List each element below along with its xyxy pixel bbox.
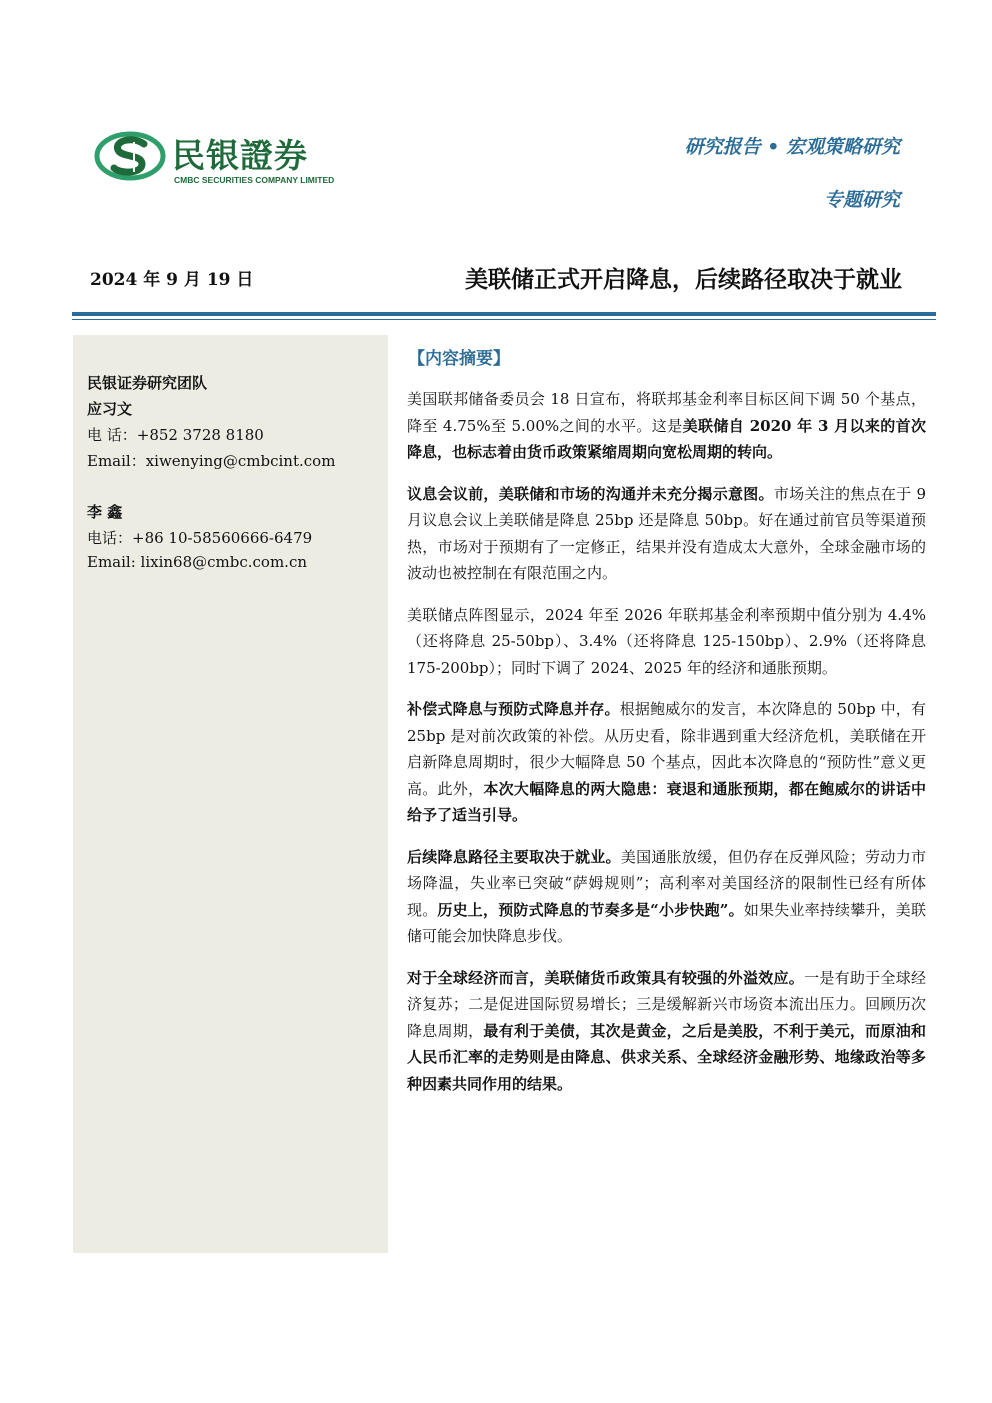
logo-chinese-name: 民银證券: [172, 136, 308, 175]
abstract-paragraph: [407, 844, 926, 950]
emphasis-text: 本次大幅降息的两大隐患：衰退和通胀预期，都在鲍威尔的讲话中给予了适当引导。: [407, 779, 926, 824]
body-text: 根据鲍威尔的发言，本次降息的 50bp 中，有 25bp 是对前次政策的补偿。从历史看，除非遇到重大经济危机，美联储在开启新降息周期时，很少大幅降息 50 个基点，因此本次降息的“预防性”意义更高。此外，: [407, 700, 926, 798]
header-divider-thick: [72, 312, 936, 316]
author2-email: Email: lixin68@cmbc.com.cn: [87, 553, 308, 571]
research-team: 民银证券研究团队: [87, 374, 208, 392]
body-text: 美国通胀放缓，但仍存在反弹风险；劳动力市场降温，失业率已突破“萨姆规则”；高利率对美国经济的限制性已经有所体现。: [407, 847, 926, 919]
emphasis-text: 美联储自 2020 年 3 月以来的首次降息，也标志着由货币政策紧缩周期向宽松周期的转向。: [407, 416, 927, 461]
company-logo: [94, 128, 354, 190]
body-text: 市场关注的焦点在于 9 月议息会议上美联储是降息 25bp 还是降息 50bp。好在通过前官员等渠道预热，市场对于预期有了一定修正，结果并没有造成太大意外，全球金融市场的波动也被控制在有限范围之内。: [407, 484, 927, 582]
abstract-paragraph: [407, 386, 926, 466]
emphasis-text: 对于全球经济而言，美联储货币政策具有较强的外溢效应。: [407, 968, 805, 987]
body-text: 美联储点阵图显示，2024 年至 2026 年联邦基金利率预期中值分别为 4.4%（还将降息 25-50bp）、3.4%（还将降息 125-150bp）、2.9%（还将降息 175-200bp）；同时下调了 2024、2025 年的经济和通胀预期。: [407, 605, 926, 677]
emphasis-text: 议息会议前，美联储和市场的沟通并未充分揭示意图。: [407, 484, 774, 503]
emphasis-text: 最有利于美债，其次是黄金，之后是美股，不利于美元，而原油和人民币汇率的走势则是由降息、供求关系、全球经济金融形势、地缘政治等多种因素共同作用的结果。: [407, 1021, 926, 1093]
author1-name: 应习文: [87, 400, 133, 418]
body-text: 一是有助于全球经济复苏；二是促进国际贸易增长；三是缓解新兴市场资本流出压力。回顾历次降息周期，: [407, 968, 926, 1040]
author2-phone: 电话：+86 10-58560666-6479: [87, 529, 313, 547]
logo-english-name: CMBC SECURITIES COMPANY LIMITED: [174, 175, 335, 185]
abstract-paragraph: [407, 965, 926, 1098]
report-date: 2024 年 9 月 19 日: [90, 270, 254, 290]
abstract-paragraph: [407, 696, 926, 829]
author2-name: 李 鑫: [87, 503, 123, 521]
author1-phone: 电 话：+852 3728 8180: [87, 426, 264, 444]
author1-email: Email：xiwenying@cmbcint.com: [87, 452, 336, 470]
emphasis-text: 历史上，预防式降息的节奏多是“小步快跑”。: [437, 900, 744, 919]
abstract-body: [407, 386, 926, 1112]
report-title: 美联储正式开启降息，后续路径取决于就业: [465, 266, 902, 293]
report-subcategory: 专题研究: [823, 189, 900, 211]
abstract-paragraph: [407, 481, 926, 587]
logo-mark-icon: [94, 128, 166, 184]
body-text: 美国联邦储备委员会 18 日宣布，将联邦基金利率目标区间下调 50 个基点，降至 4.75%至 5.00%之间的水平。这是: [407, 390, 926, 435]
abstract-paragraph: [407, 602, 926, 682]
body-text: 如果失业率持续攀升，美联储可能会加快降息步伐。: [407, 900, 926, 945]
header-divider-thin: [72, 319, 936, 320]
report-category: 研究报告 • 宏观策略研究: [684, 136, 900, 158]
emphasis-text: 补偿式降息与预防式降息并存。: [407, 700, 620, 718]
emphasis-text: 后续降息路径主要取决于就业。: [407, 847, 621, 866]
author-sidebar: [73, 335, 388, 1253]
abstract-heading: 【内容摘要】: [408, 349, 510, 369]
